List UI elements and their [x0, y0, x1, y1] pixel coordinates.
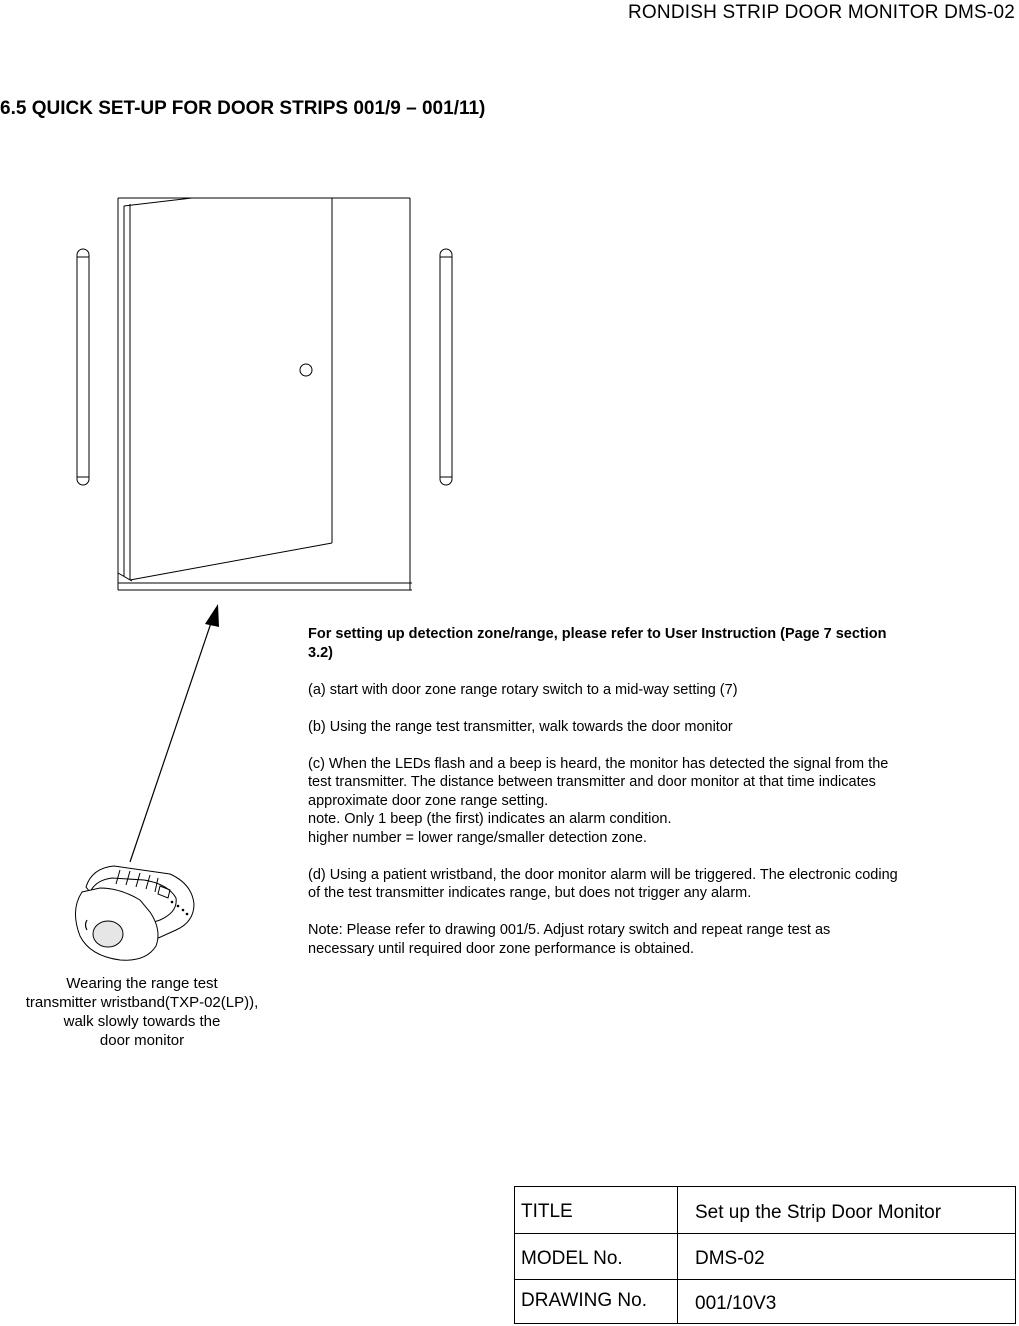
- left-door-strip: [77, 249, 89, 485]
- drawing-value: 001/10V3: [695, 1293, 777, 1314]
- step-c: [308, 755, 898, 848]
- direction-arrow: [130, 604, 219, 862]
- step-b: (b) Using the range test transmitter, walk towards the door monitor: [308, 718, 733, 735]
- step-c-note: note. Only 1 beep (the first) indicates an alarm condition.: [308, 811, 672, 827]
- model-label: MODEL No.: [521, 1248, 623, 1269]
- caption-line: Wearing the range test: [66, 975, 218, 992]
- section-title: 6.5 QUICK SET-UP FOR DOOR STRIPS 001/9 – 001/11): [0, 98, 486, 119]
- drawing-label: DRAWING No.: [521, 1290, 647, 1311]
- title-block: [514, 1186, 1016, 1324]
- setup-instructions: [308, 625, 898, 977]
- caption-line: transmitter wristband(TXP-02(LP)),: [25, 994, 259, 1011]
- drawing-row: [515, 1279, 1015, 1326]
- caption-line: walk slowly towards the: [63, 1013, 221, 1030]
- instructions-heading: For setting up detection zone/range, please refer to User Instruction (Page 7 section 3.2): [308, 626, 887, 661]
- step-c-range-note: higher number = lower range/smaller detection zone.: [308, 829, 647, 846]
- title-label: TITLE: [521, 1201, 573, 1222]
- instructions-note: Note: Please refer to drawing 001/5. Adjust rotary switch and repeat range test as necessary until required door zone performance is obtained.: [308, 922, 831, 957]
- step-a: (a) start with door zone range rotary switch to a mid-way setting (7): [308, 681, 738, 698]
- wristband-transmitter-icon: [75, 866, 194, 960]
- document-header-title: RONDISH STRIP DOOR MONITOR DMS-02: [628, 2, 1015, 23]
- door-handle: [300, 364, 312, 376]
- model-value: DMS-02: [695, 1248, 765, 1269]
- model-row: [515, 1233, 1015, 1280]
- right-door-strip: [440, 249, 452, 485]
- door-leaf: [118, 198, 332, 581]
- figure-caption: [8, 974, 276, 1050]
- step-c-text: (c) When the LEDs flash and a beep is heard, the monitor has detected the signal from the test transmitter. The distance between transmitter and door monitor at that time indicates approximate door zone range setting.: [308, 755, 889, 809]
- step-d: (d) Using a patient wristband, the door monitor alarm will be triggered. The electronic coding of the test transmitter indicates range, but does not trigger any alarm.: [308, 866, 898, 901]
- title-row: [515, 1187, 1015, 1233]
- caption-line: door monitor: [99, 1032, 185, 1049]
- door-frame: [118, 198, 412, 590]
- title-value: Set up the Strip Door Monitor: [695, 1202, 942, 1223]
